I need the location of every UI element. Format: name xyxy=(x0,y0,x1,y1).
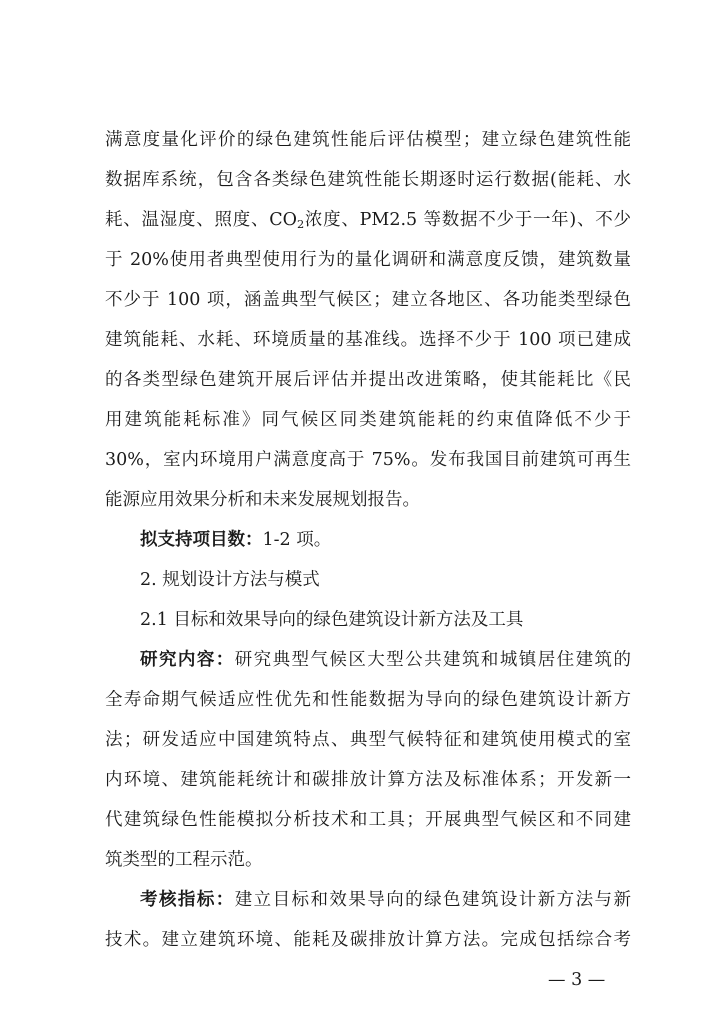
research-first-line xyxy=(140,648,631,672)
body-text-line: 建筑能耗、水耗、环境质量的基准线。选择不少于 100 项已建成 xyxy=(105,330,631,350)
page-number: — 3 — xyxy=(548,970,606,990)
body-text-line: 技术。建立建筑环境、能耗及碳排放计算方法。完成包括综合考 xyxy=(105,930,631,950)
body-text-line: 的各类型绿色建筑开展后评估并提出改进策略，使其能耗比《民 xyxy=(105,370,631,390)
body-text-line: 全寿命期气候适应性优先和性能数据为导向的绿色建筑设计新方 xyxy=(105,690,631,710)
subsection-heading: 2.1 目标和效果导向的绿色建筑设计新方法及工具 xyxy=(140,610,524,630)
subscript: 2 xyxy=(296,216,305,231)
projects-value: 1-2 项。 xyxy=(262,530,332,550)
text-span: 耗、温湿度、照度、CO xyxy=(105,210,297,230)
body-text-line: 数据库系统，包含各类绿色建筑性能长期逐时运行数据(能耗、水 xyxy=(105,170,631,190)
body-text-line: 满意度量化评价的绿色建筑性能后评估模型；建立绿色建筑性能 xyxy=(105,130,631,150)
body-text-line: 能源应用效果分析和未来发展规划报告。 xyxy=(105,490,420,510)
body-text-line: 用建筑能耗标准》同气候区同类建筑能耗的约束值降低不少于 xyxy=(105,410,631,430)
text-span: 浓度、PM2.5 等数据不少于一年)、不少 xyxy=(304,210,631,230)
body-text-line: 30%，室内环境用户满意度高于 75%。发布我国目前建筑可再生 xyxy=(105,450,631,470)
body-text-line: 不少于 100 项，涵盖典型气候区；建立各地区、各功能类型绿色 xyxy=(105,290,631,310)
assessment-first-line xyxy=(140,888,631,912)
assessment-label: 考核指标： xyxy=(140,890,235,910)
section-heading: 2. 规划设计方法与模式 xyxy=(140,570,320,590)
body-text-line: 于 20%使用者典型使用行为的量化调研和满意度反馈，建筑数量 xyxy=(105,250,631,270)
projects-label: 拟支持项目数： xyxy=(140,530,263,550)
assessment-text: 建立目标和效果导向的绿色建筑设计新方法与新 xyxy=(234,890,632,910)
research-label: 研究内容： xyxy=(140,650,235,670)
projects-count-line xyxy=(140,528,631,552)
body-text-line: 筑类型的工程示范。 xyxy=(105,850,263,870)
body-text-line: 内环境、建筑能耗统计和碳排放计算方法及标准体系；开发新一 xyxy=(105,770,631,790)
body-text-line: 代建筑绿色性能模拟分析技术和工具；开展典型气候区和不同建 xyxy=(105,810,631,830)
body-text-line xyxy=(105,208,631,232)
research-text: 研究典型气候区大型公共建筑和城镇居住建筑的 xyxy=(234,650,632,670)
body-text-line: 法；研发适应中国建筑特点、典型气候特征和建筑使用模式的室 xyxy=(105,730,631,750)
